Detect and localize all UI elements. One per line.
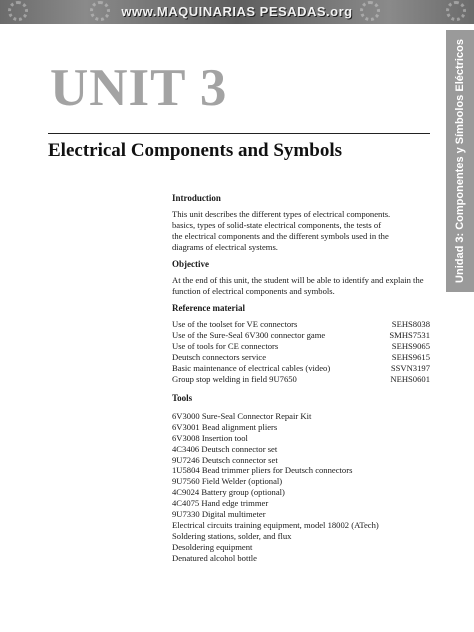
tool-item: 9U7560 Field Welder (optional) — [172, 476, 283, 487]
introduction-line: the electrical components and the different symbols used in the — [172, 230, 389, 241]
reference-row — [172, 330, 430, 341]
reference-code: NEHS0601 — [390, 373, 430, 384]
reference-row — [172, 341, 430, 352]
objective-heading: Objective — [172, 258, 209, 269]
introduction-line: This unit describes the different types of electrical components. — [172, 209, 391, 219]
unit-subtitle: Electrical Components and Symbols — [48, 140, 342, 161]
reference-code: SSVN3197 — [390, 363, 430, 374]
tool-item: Electrical circuits training equipment, model 18002 (ATech) — [172, 519, 379, 530]
reference-row — [172, 374, 430, 385]
side-tab — [446, 30, 474, 292]
banner-text: www.MAQUINARIAS PESADAS.org — [121, 4, 353, 19]
reference-code: SMHS7531 — [389, 330, 430, 341]
tool-item: 6V3001 Bead alignment pliers — [172, 421, 278, 432]
reference-section — [172, 303, 430, 384]
reference-title: Use of the Sure-Seal 6V300 connector game — [172, 330, 326, 341]
reference-row — [172, 352, 430, 363]
reference-heading: Reference material — [172, 303, 246, 314]
tool-item: 4C3406 Deutsch connector set — [172, 443, 278, 454]
reference-title: Use of the toolset for VE connectors — [172, 319, 298, 330]
introduction-section — [172, 193, 430, 253]
tool-item: Denatured alcohol bottle — [172, 552, 257, 563]
tools-heading: Tools — [172, 392, 193, 403]
reference-title: Basic maintenance of electrical cables (video) — [172, 363, 331, 374]
introduction-heading: Introduction — [172, 193, 221, 203]
objective-section — [172, 259, 430, 297]
tool-item: 1U5804 Bead trimmer pliers for Deutsch connectors — [172, 465, 353, 476]
reference-row — [172, 363, 430, 374]
title-divider — [48, 133, 430, 134]
reference-title: Use of tools for CE connectors — [172, 341, 279, 352]
tool-item: 6V3000 Sure-Seal Connector Repair Kit — [172, 410, 312, 421]
reference-code: SEHS8038 — [391, 319, 430, 330]
tool-item: Desoldering equipment — [172, 541, 253, 552]
tool-item: 9U7330 Digital multimeter — [172, 509, 266, 520]
tool-item: 4C9024 Battery group (optional) — [172, 487, 285, 498]
objective-line: function of electrical components and symbols. — [172, 285, 335, 296]
reference-title: Group stop welding in field 9U7650 — [172, 373, 297, 384]
tool-item: Soldering stations, solder, and flux — [172, 530, 292, 541]
reference-code: SEHS9615 — [391, 352, 430, 363]
side-tab-label: Unidad 3: Componentes y Símbolos Eléctricos — [454, 39, 466, 283]
tool-item: 9U7246 Deutsch connector set — [172, 454, 278, 465]
unit-title: UNIT 3 — [50, 59, 228, 117]
tool-item: 4C4075 Hand edge trimmer — [172, 498, 269, 509]
reference-title: Deutsch connectors service — [172, 352, 267, 363]
site-banner — [0, 0, 474, 24]
tools-section — [172, 393, 430, 564]
tool-item: 6V3008 Insertion tool — [172, 432, 248, 443]
reference-row — [172, 319, 430, 330]
introduction-line: diagrams of electrical systems. — [172, 241, 278, 252]
introduction-line: basics, types of solid-state electrical components, the tests of — [172, 219, 382, 230]
unit-content — [172, 193, 430, 564]
reference-code: SEHS9065 — [391, 341, 430, 352]
objective-line: At the end of this unit, the student will be able to identify and explain the — [172, 274, 424, 285]
